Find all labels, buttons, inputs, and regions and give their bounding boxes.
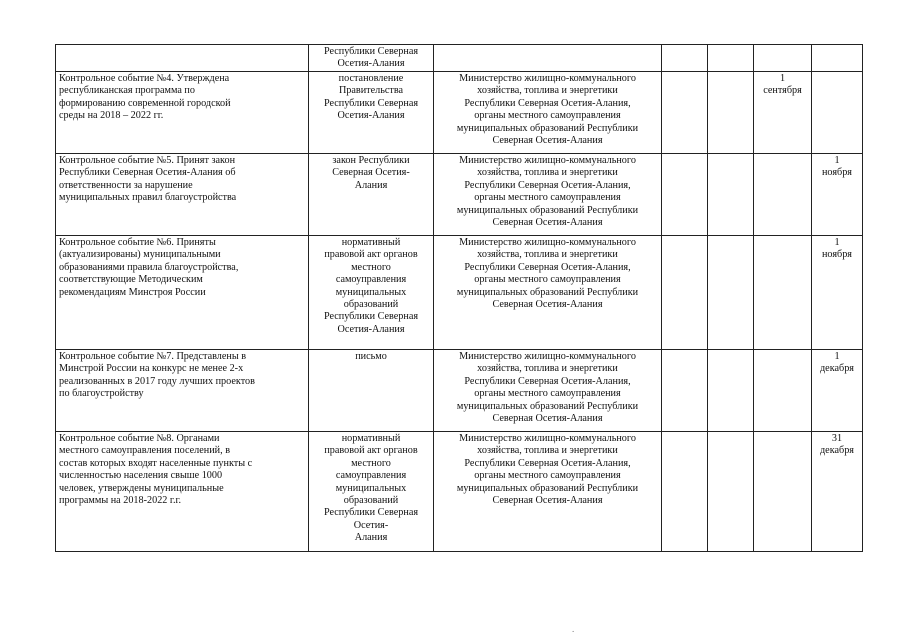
text-line: самоуправления (335, 470, 407, 482)
text-line: органы местного самоуправления (474, 470, 621, 482)
text-line: Минстрой России на конкурс не менее 2-х (59, 363, 244, 375)
text-line: муниципальных образований Республики (456, 286, 639, 298)
text-line: рекомендациям Минстроя России (59, 286, 206, 298)
text-line: Республики Северная (323, 97, 419, 109)
text-line: Северная Осетия-Алания (492, 217, 603, 229)
table-row (56, 432, 863, 552)
text-line: Северная Осетия- (332, 167, 410, 179)
text-line: Контрольное событие №5. Принят закон (59, 155, 236, 166)
text-line: Министерство жилищно-коммунального (459, 155, 636, 166)
event-description-cell (56, 350, 309, 432)
deadline-cell-col6 (754, 45, 812, 72)
event-description-cell (56, 45, 309, 72)
responsible-cell (434, 432, 662, 552)
empty-cell (662, 432, 708, 552)
text-line: Осетия-Алания (337, 58, 405, 70)
text-line: реализованных в 2017 году лучших проектов (59, 375, 255, 387)
text-line: ноября (821, 167, 852, 179)
empty-cell (662, 350, 708, 432)
table-row (56, 350, 863, 432)
text-line: декабря (820, 363, 854, 375)
text-line: Министерство жилищно-коммунального (459, 73, 636, 84)
event-description-cell (56, 236, 309, 350)
text-line: муниципальных образований Республики (456, 122, 639, 134)
text-line: Контрольное событие №7. Представлены в (59, 351, 247, 362)
text-line: Контрольное событие №6. Приняты (59, 237, 216, 248)
text-line: программы на 2018-2022 г.г. (59, 495, 182, 507)
text-line: Министерство жилищно-коммунального (459, 433, 636, 444)
table-row (56, 154, 863, 236)
text-line: местного (351, 261, 391, 273)
deadline-cell-col7 (812, 154, 863, 236)
event-description-cell (56, 432, 309, 552)
deadline-cell-col7 (812, 45, 863, 72)
text-line: образований (343, 495, 399, 507)
text-line: Республики Северная Осетия-Алания, (464, 457, 631, 469)
text-line: муниципальных (335, 286, 407, 298)
text-line: декабря (820, 445, 854, 457)
text-line: Республики Северная Осетия-Алания, (464, 97, 631, 109)
text-line: Республики Северная Осетия-Алания, (464, 375, 631, 387)
text-line: состав которых входят населенные пункты с (59, 457, 253, 469)
text-line: республиканская программа по (59, 85, 195, 97)
text-line: Контрольное событие №8. Органами (59, 433, 220, 444)
text-line: Республики Северная Осетия-Алания, (464, 261, 631, 273)
responsible-cell (434, 236, 662, 350)
text-line: нормативный (341, 237, 401, 248)
deadline-cell-col6 (754, 154, 812, 236)
text-line: органы местного самоуправления (474, 274, 621, 286)
empty-cell (662, 236, 708, 350)
text-line: Министерство жилищно-коммунального (459, 237, 636, 248)
responsible-cell (434, 45, 662, 72)
deadline-cell-col7 (812, 236, 863, 350)
text-line: хозяйства, топлива и энергетики (477, 363, 618, 375)
empty-cell (662, 72, 708, 154)
text-line: Министерство жилищно-коммунального (459, 351, 636, 362)
document-type-cell (309, 236, 434, 350)
document-type-cell (309, 45, 434, 72)
responsible-cell (434, 154, 662, 236)
text-line: соответствующие Методическим (59, 274, 203, 286)
text-line: Северная Осетия-Алания (492, 413, 603, 425)
deadline-cell-col7 (812, 72, 863, 154)
text-line: хозяйства, топлива и энергетики (477, 167, 618, 179)
text-line: постановление (338, 73, 404, 84)
responsible-cell (434, 350, 662, 432)
table-row (56, 72, 863, 154)
text-line: 1 (834, 155, 840, 166)
deadline-cell-col6 (754, 236, 812, 350)
text-line: человек, утверждены муниципальные (59, 482, 224, 494)
text-line: муниципальных (335, 482, 407, 494)
text-line: Осетия-Алания (337, 110, 405, 122)
text-line: Осетия-Алания (337, 323, 405, 335)
text-line: хозяйства, топлива и энергетики (477, 85, 618, 97)
text-line: образованиями правила благоустройства, (59, 261, 239, 273)
deadline-cell-col6 (754, 72, 812, 154)
text-line: образований (343, 299, 399, 311)
deadline-cell-col6 (754, 432, 812, 552)
text-line: правовой акт органов (324, 249, 418, 261)
scan-speck: . (572, 624, 575, 634)
text-line: Северная Осетия-Алания (492, 299, 603, 311)
document-type-cell (309, 350, 434, 432)
text-line: 1 (779, 73, 786, 84)
text-line: 31 (831, 433, 843, 444)
document-type-cell (309, 72, 434, 154)
text-line: нормативный (341, 433, 401, 444)
deadline-cell-col6 (754, 350, 812, 432)
text-line: ответственности за нарушение (59, 179, 193, 191)
text-line: Северная Осетия-Алания (492, 495, 603, 507)
text-line: органы местного самоуправления (474, 388, 621, 400)
empty-cell (708, 45, 754, 72)
empty-cell (708, 432, 754, 552)
text-line: самоуправления (335, 274, 407, 286)
empty-cell (708, 154, 754, 236)
text-line: 1 (834, 351, 840, 362)
text-line: Республики Северная Осетия-Алания об (59, 167, 236, 179)
text-line: муниципальных образований Республики (456, 204, 639, 216)
text-line: Республики Северная Осетия-Алания, (464, 179, 631, 191)
event-description-cell (56, 72, 309, 154)
text-line: (актуализированы) муниципальными (59, 249, 221, 261)
text-line: Республики Северная (323, 46, 419, 57)
text-line: хозяйства, топлива и энергетики (477, 445, 618, 457)
text-line: письмо (355, 351, 387, 362)
empty-cell (708, 236, 754, 350)
empty-cell (662, 154, 708, 236)
text-line: Алания (354, 532, 388, 544)
text-line: муниципальных образований Республики (456, 482, 639, 494)
responsible-cell (434, 72, 662, 154)
empty-cell (708, 72, 754, 154)
text-line: хозяйства, топлива и энергетики (477, 249, 618, 261)
text-line: местного (351, 457, 391, 469)
table-row (56, 236, 863, 350)
table-row (56, 45, 863, 72)
text-line: по благоустройству (59, 388, 144, 400)
text-line: местного самоуправления поселений, в (59, 445, 231, 457)
text-line: формированию современной городской (59, 97, 231, 109)
text-line: Республики Северная (323, 311, 419, 323)
table-body (56, 45, 863, 552)
text-line: органы местного самоуправления (474, 110, 621, 122)
document-type-cell (309, 432, 434, 552)
text-line: муниципальных правил благоустройства (59, 192, 237, 204)
text-line: органы местного самоуправления (474, 192, 621, 204)
deadline-cell-col7 (812, 350, 863, 432)
text-line: Республики Северная (323, 507, 419, 519)
text-line: Осетия- (353, 519, 389, 531)
text-line: 1 (834, 237, 840, 248)
text-line: ноября (821, 249, 852, 261)
control-events-table (55, 44, 863, 552)
text-line: Алания (354, 179, 388, 191)
text-line: Правительства (338, 85, 404, 97)
text-line: правовой акт органов (324, 445, 418, 457)
empty-cell (662, 45, 708, 72)
deadline-cell-col7 (812, 432, 863, 552)
empty-cell (708, 350, 754, 432)
text-line: закон Республики (332, 155, 410, 166)
document-type-cell (309, 154, 434, 236)
text-line: среды на 2018 – 2022 гг. (59, 110, 164, 122)
event-description-cell (56, 154, 309, 236)
text-line: муниципальных образований Республики (456, 400, 639, 412)
text-line: Контрольное событие №4. Утверждена (59, 73, 230, 84)
text-line: сентября (763, 85, 802, 97)
text-line: численностью населения свыше 1000 (59, 470, 223, 482)
text-line: Северная Осетия-Алания (492, 135, 603, 147)
